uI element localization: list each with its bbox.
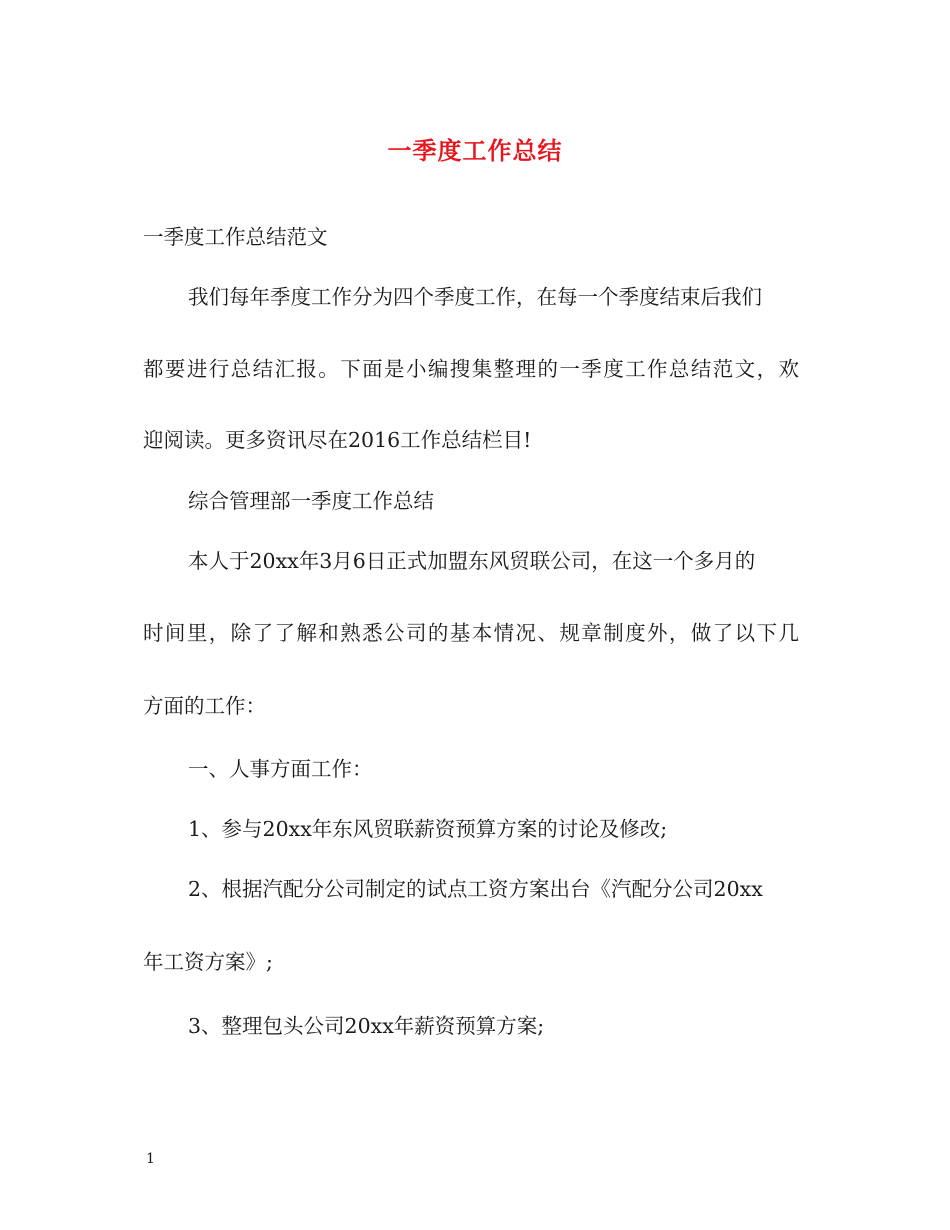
list-item: 1、参与20xx年东风贸联薪资预算方案的讨论及修改; xyxy=(188,817,668,841)
subtitle-line: 一季度工作总结范文 xyxy=(143,225,328,249)
paragraph-line: 都要进行总结汇报。下面是小编搜集整理的一季度工作总结范文，欢 xyxy=(143,357,799,381)
section-heading: 一、人事方面工作： xyxy=(188,757,373,781)
page-number: 1 xyxy=(146,1151,155,1167)
paragraph-line: 方面的工作： xyxy=(143,694,266,718)
paragraph-line: 我们每年季度工作分为四个季度工作，在每一个季度结束后我们 xyxy=(188,285,762,309)
document-title: 一季度工作总结 xyxy=(387,136,563,165)
paragraph-line: 时间里，除了了解和熟悉公司的基本情况、规章制度外，做了以下几 xyxy=(143,621,799,645)
paragraph-line: 本人于20xx年3月6日正式加盟东风贸联公司，在这一个多月的 xyxy=(188,549,756,573)
list-item: 3、整理包头公司20xx年薪资预算方案; xyxy=(188,1014,545,1038)
section-heading: 综合管理部一季度工作总结 xyxy=(188,489,434,513)
paragraph-line: 迎阅读。更多资讯尽在2016工作总结栏目! xyxy=(143,428,532,452)
list-item-continuation: 年工资方案》; xyxy=(143,950,273,974)
list-item: 2、根据汽配分公司制定的试点工资方案出台《汽配分公司20xx xyxy=(188,877,763,901)
